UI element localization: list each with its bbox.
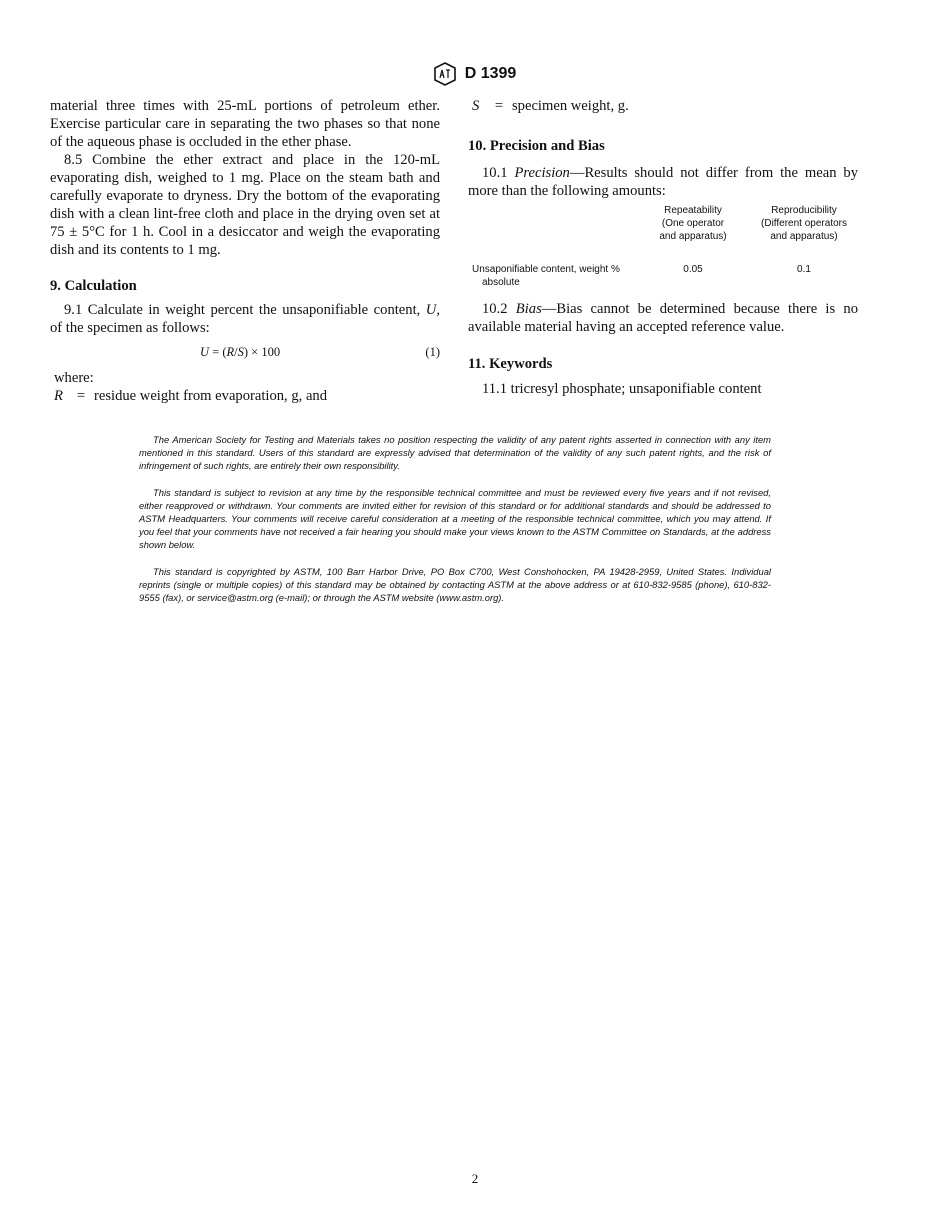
repeatability-header-line-3: and apparatus) [659, 231, 727, 242]
page-header [0, 62, 950, 86]
equation-1 [50, 343, 440, 361]
paragraph-10-1-text: —Results should not differ from the mean by more than the following amounts: [468, 165, 859, 199]
paragraph-9-1 [50, 301, 440, 337]
equation-equals: = ( [209, 345, 227, 359]
equation-var-u: U [200, 345, 210, 359]
reproducibility-header-line-3: and apparatus) [770, 231, 838, 242]
definition-s-symbol: S [472, 98, 480, 114]
revision-notice: This standard is subject to revision at any time by the responsible technical committee and must be reviewed every five years and if not revised, either reapproved or withdrawn. Your comments are invited either for revision of this standard or for additional standards and should be addressed to ASTM Headquarters. Your comments will receive careful consideration at a meeting of the responsible technical committee, which you may attend. If you feel that your comments have not received a fair hearing you should make your views known to the ASTM Committee on Standards, at the address shown below. [139, 486, 771, 551]
paragraph-10-1-number: 10.1 [482, 165, 515, 181]
page-number: 2 [471, 1171, 479, 1186]
definition-r-equals: = [76, 388, 86, 404]
copyright-notice: This standard is copyrighted by ASTM, 100 Barr Harbor Drive, PO Box C700, West Conshohocken, PA 19428-2959, United States. Individual reprints (single or multiple copies) of this standard may be obtained by contacting ASTM at the above address or at 610-832-9585 (phone), 610-832-9555 (fax), or service@astm.org (e-mail); or through the ASTM website (www.astm.org). [139, 565, 771, 604]
astm-logo-icon [434, 62, 456, 86]
row-label-line-1: Unsaponifiable content, weight % [472, 264, 620, 275]
paragraph-8-4-continued: material three times with 25-mL portions of petroleum ether. Exercise particular care in separating the two phases so that none of the aqueous phase is occluded in the ether phase. [50, 98, 440, 150]
reproducibility-header-line-2: (Different operators [761, 218, 847, 229]
reproducibility-value: 0.1 [797, 264, 811, 275]
definition-r-symbol: R [54, 388, 63, 404]
right-column [468, 97, 858, 398]
definition-s-text: specimen weight, g. [512, 98, 629, 114]
paragraph-8-5: 8.5 Combine the ether extract and place in the 120-mL evaporating dish, weighed to 1 mg. Place on the steam bath and carefully evaporate to dryness. Dry the bottom of the evaporating dish with a clean lint-free cloth and place in the drying oven set at 75 ± 5°C for 1 h. Cool in a desiccator and weigh the evaporating dish and its contents to 1 mg. [50, 152, 440, 258]
paragraph-9-1-text-a: 9.1 Calculate in weight percent the unsaponifiable content, [64, 302, 426, 318]
definition-r [50, 387, 440, 405]
paragraph-10-1-term: Precision [514, 165, 570, 181]
paragraph-10-2-number: 10.2 [482, 301, 516, 317]
definition-r-text: residue weight from evaporation, g, and [94, 388, 328, 404]
precision-table-header-repeatability [636, 204, 750, 243]
repeatability-header-line-2: (One operator [661, 218, 725, 229]
equation-tail: ) × 100 [243, 345, 281, 359]
section-11-heading: 11. Keywords [468, 356, 553, 372]
where-label: where: [54, 370, 94, 386]
precision-table-row [468, 243, 858, 289]
definition-s-equals: = [494, 98, 504, 114]
definition-s [468, 97, 858, 115]
section-10-heading: 10. Precision and Bias [468, 138, 605, 154]
precision-table-row-label [468, 243, 636, 289]
equation-number: (1) [425, 345, 440, 359]
repeatability-value: 0.05 [683, 264, 703, 275]
paragraph-11-1: 11.1 tricresyl phosphate; unsaponifiable content [482, 381, 762, 397]
equation-var-s: S [237, 345, 244, 359]
paragraph-10-2 [468, 300, 858, 336]
paragraph-10-2-term: Bias [515, 301, 542, 317]
repeatability-header-line-1: Repeatability [664, 205, 722, 216]
paragraph-10-2-text: —Bias cannot be determined because there is no available material having an accepted reference value. [468, 301, 859, 335]
equation-slash: / [234, 345, 238, 359]
variable-u: U [425, 302, 437, 318]
legal-notices [139, 433, 771, 617]
paragraph-9-1-text-b: , of the specimen as follows: [50, 302, 440, 336]
section-9-heading: 9. Calculation [50, 278, 137, 294]
paragraph-10-1 [468, 164, 858, 200]
precision-table-header-reproducibility [750, 204, 858, 243]
equation-var-r: R [226, 345, 235, 359]
equation-formula [200, 343, 280, 361]
precision-table [468, 204, 858, 289]
precision-table-header-row [468, 204, 858, 243]
patent-notice: The American Society for Testing and Materials takes no position respecting the validity of any patent rights asserted in connection with any item mentioned in this standard. Users of this standard are expressly advised that determination of the validity of any such patent rights, and the risk of infringement of such rights, are entirely their own responsibility. [139, 434, 771, 472]
row-label-line-2: absolute [482, 277, 520, 288]
reproducibility-header-line-1: Reproducibility [771, 205, 837, 216]
standard-designation: D 1399 [464, 65, 517, 82]
precision-table-empty-header [468, 204, 636, 243]
left-column [50, 97, 440, 405]
